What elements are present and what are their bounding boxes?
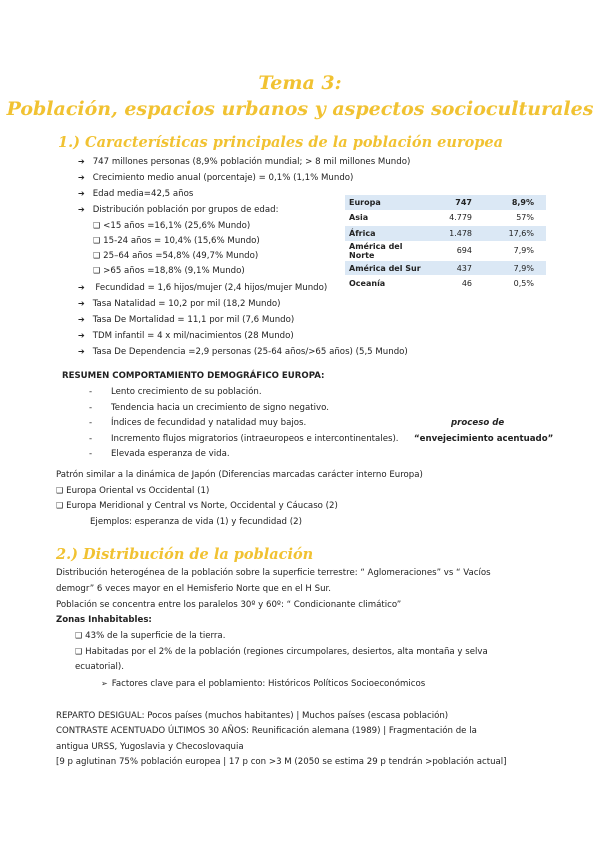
patron-text: Patrón similar a la dinámica de Japón (Diferencias marcadas carácter interno Europa) [56, 470, 423, 480]
age-group-item: ❑ 15-24 años = 10,4% (15,6% Mundo) [93, 236, 260, 246]
table-cell: 46 [428, 276, 482, 291]
table-row [345, 195, 546, 211]
stat-growth: ➔ Crecimiento medio anual (porcentaje) = 0,1% (1,1% Mundo) [78, 173, 353, 183]
resumen-item: - Elevada esperanza de vida. [89, 449, 230, 459]
table-cell: Asia [345, 210, 428, 226]
contraste-text: CONTRASTE ACENTUADO ÚLTIMOS 30 AÑOS: Reunificación alemana (1989) | Fragmentación de la [56, 726, 477, 736]
table-cell: América del Norte [345, 241, 428, 260]
table-cell: 437 [428, 260, 482, 276]
resumen-note-proceso: proceso de [451, 418, 505, 428]
contraste-text-cont: antigua URSS, Yugoslavia y Checoslovaquia [56, 742, 244, 752]
age-group-item: ❑ 25–64 años =54,8% (49,7% Mundo) [93, 251, 258, 261]
factores-text: ➢ Factores clave para el poblamiento: Históricos Políticos Socioeconómicos [101, 679, 425, 689]
table-cell: 0,5% [482, 276, 546, 291]
zonas-item: ❑ 43% de la superficie de la tierra. [75, 631, 225, 641]
section2-heading: 2.) Distribución de la población [56, 546, 314, 563]
stat-fecundity: ➔ Fecundidad = 1,6 hijos/mujer (2,4 hijos/mujer Mundo) [78, 283, 327, 293]
zonas-item: ❑ Habitadas por el 2% de la población (regiones circumpolares, desiertos, alta montaña y selva [75, 647, 488, 657]
table-cell: 7,9% [482, 241, 546, 260]
age-group-item: ❑ >65 años =18,8% (9,1% Mundo) [93, 266, 245, 276]
stat-infant-mortality: ➔ TDM infantil = 4 x mil/nacimientos (28 Mundo) [78, 331, 294, 341]
resumen-item: - Incremento flujos migratorios (intraeuropeos e intercontinentales). [89, 434, 399, 444]
stat-mortality: ➔ Tasa De Mortalidad = 11,1 por mil (7,6 Mundo) [78, 315, 294, 325]
resumen-item: - Lento crecimiento de su población. [89, 387, 262, 397]
table-row [345, 241, 546, 260]
table-cell: Oceanía [345, 276, 428, 291]
stat-median-age: ➔ Edad media=42,5 años [78, 189, 193, 199]
diff-item: ❑ Europa Meridional y Central vs Norte, Occidental y Cáucaso (2) [56, 501, 338, 511]
table-cell: 747 [428, 195, 482, 211]
section2-text: Población se concentra entre los paralelos 30º y 60º: “ Condicionante climático” [56, 600, 402, 610]
page-title-line2: Población, espacios urbanos y aspectos socioculturales [6, 98, 594, 120]
final-text: [9 p aglutinan 75% población europea | 17 p con >3 M (2050 se estima 29 p tendrán >población actual] [56, 757, 507, 767]
table-cell: 694 [428, 241, 482, 260]
resumen-note-envejecimiento: “envejecimiento acentuado” [414, 434, 554, 444]
zonas-item-cont: ecuatorial). [75, 662, 125, 672]
table-row [345, 226, 546, 242]
ejemplos-text: Ejemplos: esperanza de vida (1) y fecundidad (2) [90, 517, 302, 527]
table-cell: América del Sur [345, 260, 428, 276]
page-title-line1: Tema 3: [258, 72, 342, 94]
zonas-heading: Zonas Inhabitables: [56, 615, 152, 625]
section1-heading: 1.) Características principales de la población europea [58, 134, 504, 151]
table-cell: 7,9% [482, 260, 546, 276]
age-group-item: ❑ <15 años =16,1% (25,6% Mundo) [93, 221, 250, 231]
resumen-heading: RESUMEN COMPORTAMIENTO DEMOGRÁFICO EUROPA: [62, 371, 325, 381]
reparto-text: REPARTO DESIGUAL: Pocos países (muchos habitantes) | Muchos países (escasa población) [56, 711, 449, 721]
table-cell: 1.478 [428, 226, 482, 242]
table-cell: 17,6% [482, 226, 546, 242]
table-cell: 57% [482, 210, 546, 226]
stat-population: ➔ 747 millones personas (8,9% población mundial; > 8 mil millones Mundo) [78, 157, 410, 167]
table-cell: Europa [345, 195, 428, 211]
resumen-item: - Tendencia hacia un crecimiento de signo negativo. [89, 403, 329, 413]
table-row [345, 210, 546, 226]
section2-text: Distribución heterogénea de la población sobre la superficie terrestre: “ Aglomeraciones” vs “ Vacíos [56, 568, 491, 578]
table-cell: 8,9% [482, 195, 546, 211]
table-cell: África [345, 226, 428, 242]
table-row [345, 260, 546, 276]
resumen-item: - Índices de fecundidad y natalidad muy bajos. [89, 418, 306, 428]
stat-dependency: ➔ Tasa De Dependencia =2,9 personas (25-64 años/>65 años) (5,5 Mundo) [78, 347, 408, 357]
diff-item: ❑ Europa Oriental vs Occidental (1) [56, 486, 209, 496]
table-row [345, 276, 546, 291]
stat-natality: ➔ Tasa Natalidad = 10,2 por mil (18,2 Mundo) [78, 299, 281, 309]
table-cell: 4.779 [428, 210, 482, 226]
stat-age-distribution: ➔ Distribución población por grupos de edad: [78, 205, 278, 215]
population-table [345, 194, 546, 291]
section2-text: demogr” 6 veces mayor en el Hemisferio Norte que en el H Sur. [56, 584, 331, 594]
